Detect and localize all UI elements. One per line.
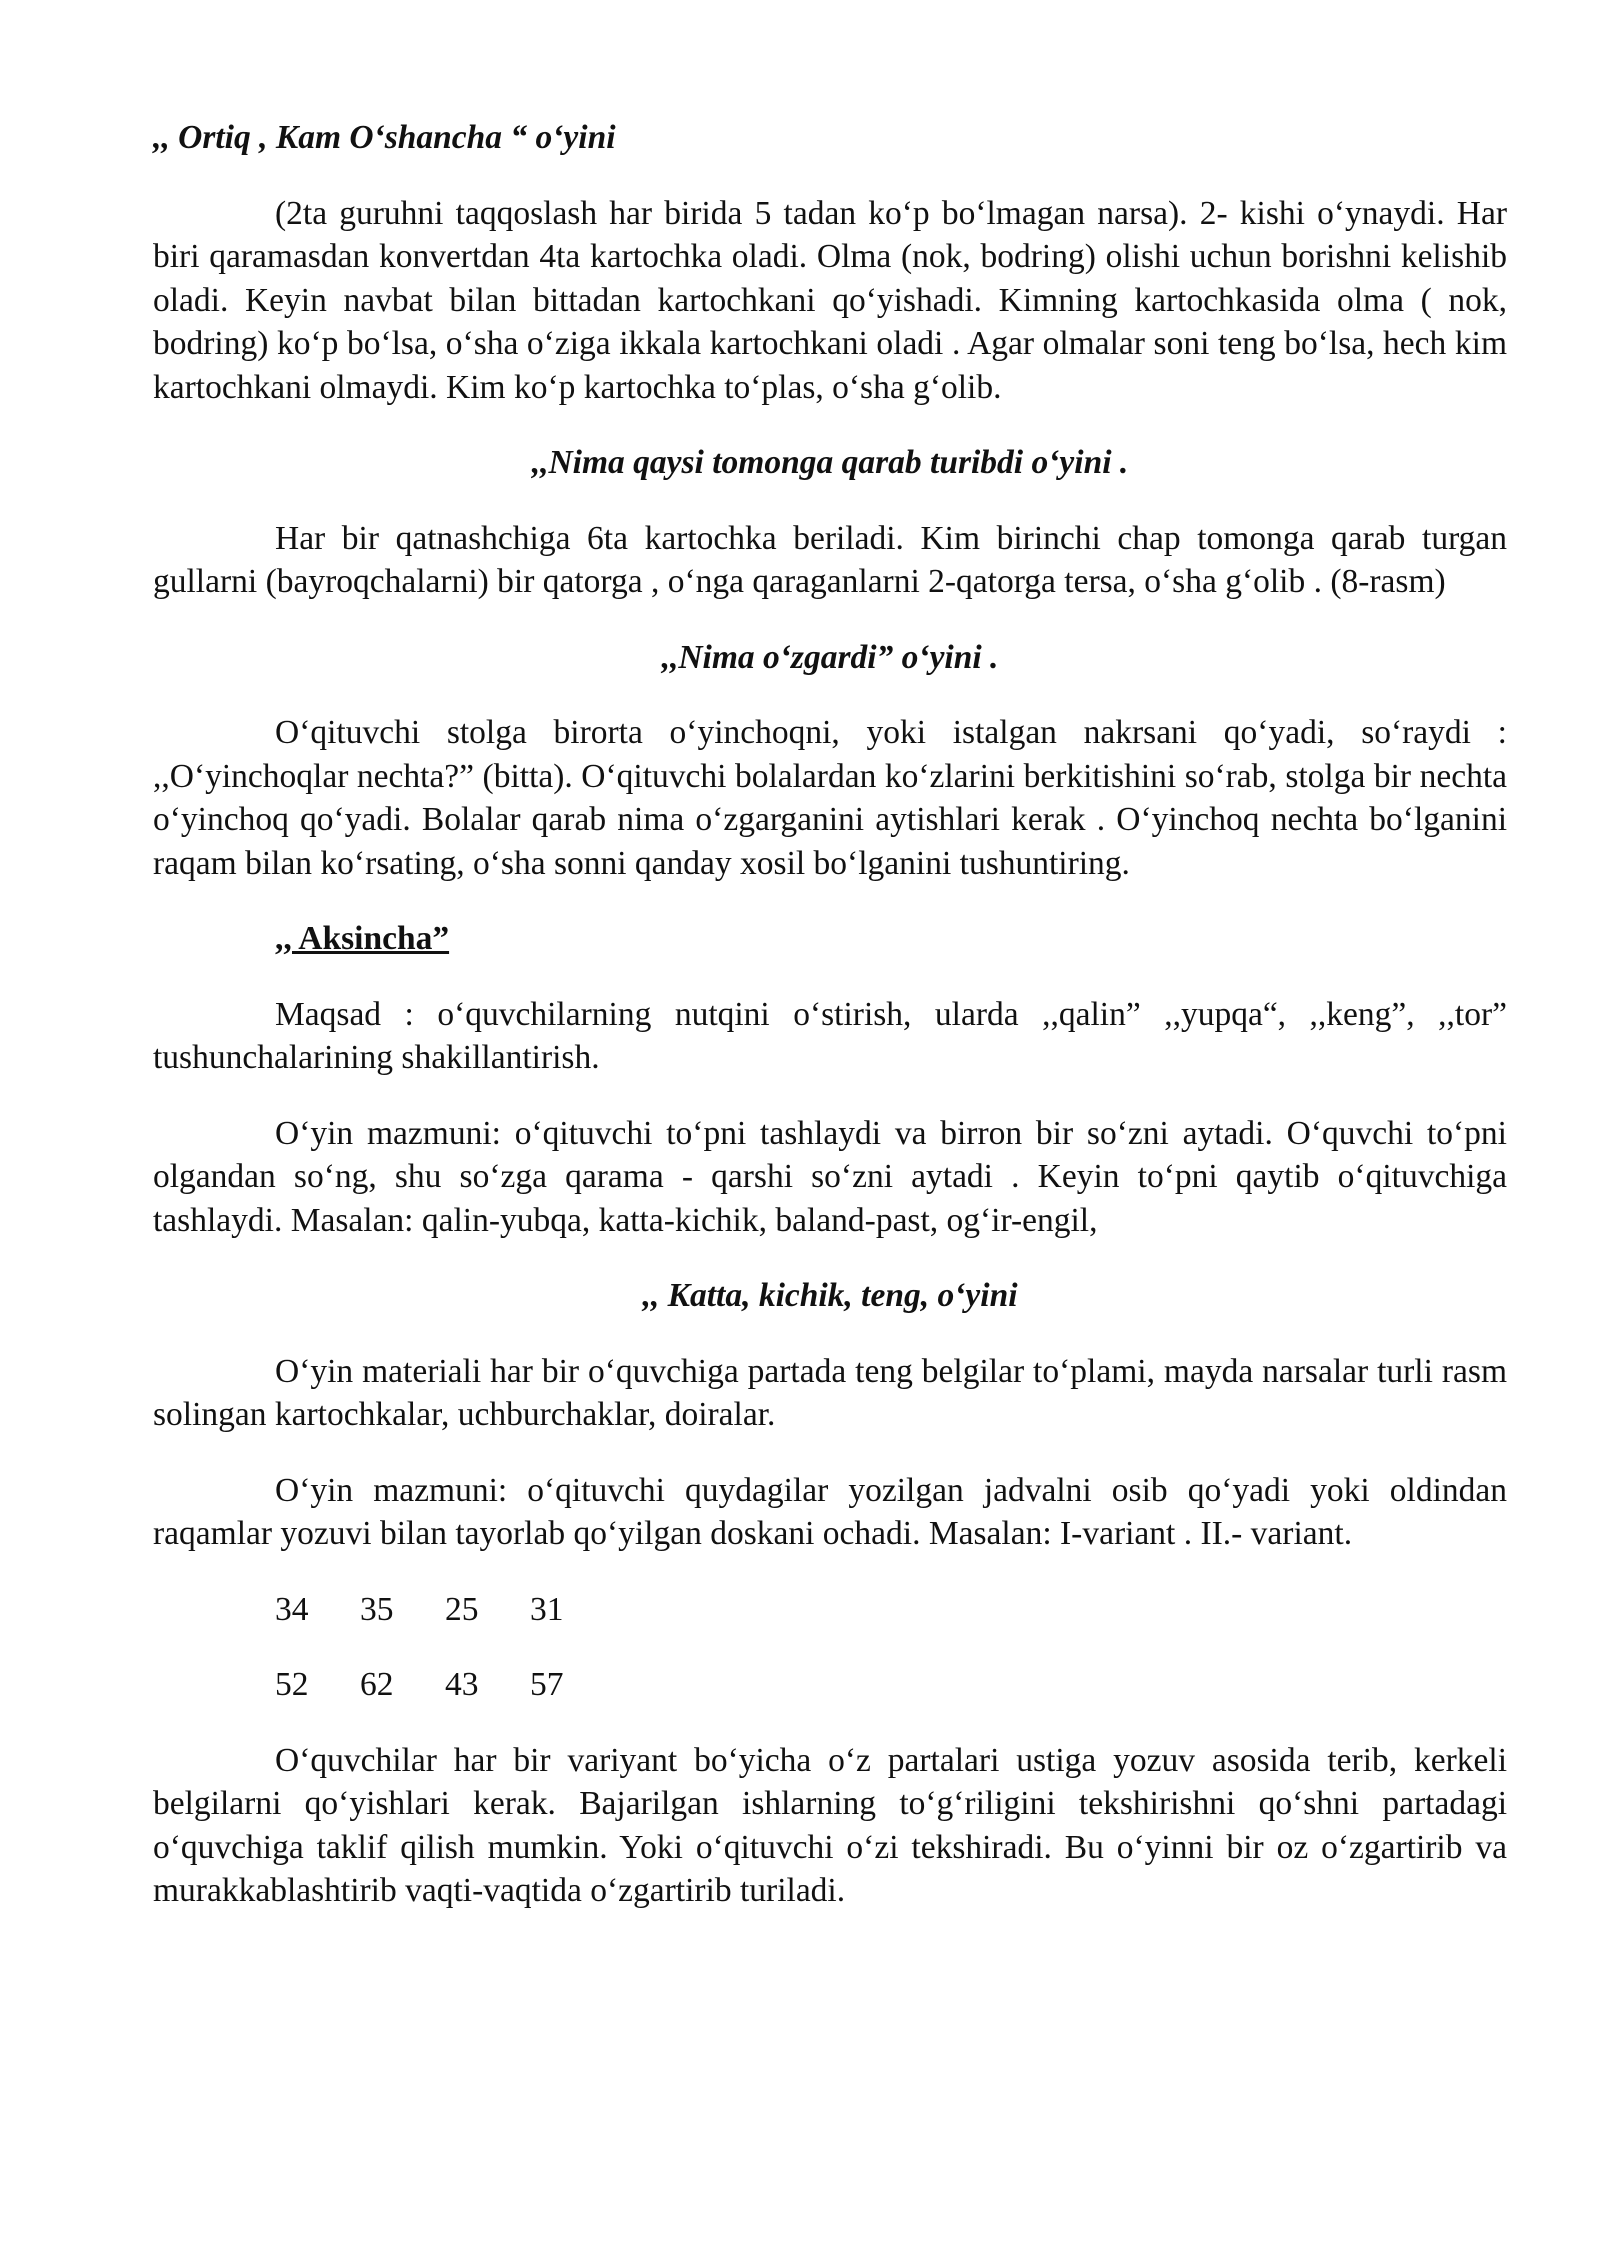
number-cell: 25: [445, 1590, 479, 1628]
number-row-variant-2: [153, 1663, 1507, 1707]
paragraph-nima-qaysi: Har bir qatnashchiga 6ta kartochka beriladi. Kim birinchi chap tomonga qarab turgan gullarni (bayroqchalarni) bir qatorga , o‘nga qaraganlarni 2-qatorga tersa, o‘sha g‘olib . (8-rasm): [153, 519, 1507, 600]
paragraph-aksincha-content: O‘yin mazmuni: o‘qituvchi to‘pni tashlaydi va birron bir so‘zni aytadi. O‘quvchi to‘pni olgandan so‘ng, shu so‘zga qarama - qarshi so‘zni aytadi . Keyin to‘pni qaytib o‘qituvchiga tashlaydi. Masalan: qalin-yubqa, katta-kichik, baland-past, og‘ir-engil,: [153, 1114, 1507, 1239]
paragraph-katta-kichik-material: O‘yin materiali har bir o‘quvchiga partada teng belgilar to‘plami, mayda narsalar turli rasm solingan kartochkalar, uchburchaklar, doiralar.: [153, 1352, 1507, 1433]
paragraph-katta-kichik-closing: O‘quvchilar har bir variyant bo‘yicha o‘z partalari ustiga yozuv asosida terib, kerkeli belgilarni qo‘yishlari kerak. Bajarilgan ishlarning to‘g‘riligini tekshirishni qo‘shni partadagi o‘quvchiga taklif qilish mumkin. Yoki o‘qituvchi o‘zi tekshiradi. Bu o‘yinni bir oz o‘zgartirib va murakkablashtirib vaqti-vaqtida o‘zgartirib turiladi.: [153, 1741, 1507, 1909]
number-cell: 62: [360, 1666, 394, 1703]
number-row-variant-1: [153, 1588, 1507, 1632]
number-cell: 31: [530, 1590, 564, 1628]
section-title-katta-kichik: ,, Katta, kichik, teng, o‘yini: [642, 1277, 1018, 1314]
paragraph-aksincha-goal: Maqsad : o‘quvchilarning nutqini o‘stirish, ularda ,,qalin” ,,yupqa“, ,,keng”, ,,tor” tushunchalarining shakillantirish.: [153, 995, 1507, 1076]
number-cell: 52: [275, 1666, 309, 1703]
section-title-nima-ozgardi: ,,Nima o‘zgardi” o‘yini .: [661, 638, 999, 676]
section-title-nima-qaysi: ,,Nima qaysi tomonga qarab turibdi o‘yini .: [531, 444, 1129, 481]
section-title-aksincha: ,, Aksincha”: [275, 920, 450, 957]
paragraph-nima-ozgardi: O‘qituvchi stolga birorta o‘yinchoqni, yoki istalgan nakrsani qo‘yadi, so‘raydi : ,,O‘yinchoqlar nechta?” (bitta). O‘qituvchi bolalardan ko‘zlarini berkitishini so‘rab, stolga bir nechta o‘yinchoq qo‘yadi. Bolalar qarab nima o‘zgarganini aytishlari kerak . O‘yinchoq nechta bo‘lganini raqam bilan ko‘rsating, o‘sha sonni qanday xosil bo‘lganini tushuntiring.: [153, 714, 1507, 882]
section-title-ortiq-kam: ,, Ortiq , Kam O‘shancha “ o‘yini: [153, 119, 616, 156]
number-cell: 35: [360, 1590, 394, 1628]
paragraph-katta-kichik-content: O‘yin mazmuni: o‘qituvchi quydagilar yozilgan jadvalni osib qo‘yadi yoki oldindan raqamlar yozuvi bilan tayorlab qo‘yilgan doskani ochadi. Masalan: I-variant . II.- variant.: [153, 1471, 1507, 1552]
paragraph-ortiq-kam: (2ta guruhni taqqoslash har birida 5 tadan ko‘p bo‘lmagan narsa). 2- kishi o‘ynaydi. Har biri qaramasdan konvertdan 4ta kartochka oladi. Olma (nok, bodring) olishi uchun borishni kelishib oladi. Keyin navbat bilan bittadan kartochkani qo‘yishadi. Kimning kartochkasida olma ( nok, bodring) ko‘p bo‘lsa, o‘sha o‘ziga ikkala kartochkani oladi . Agar olmalar soni teng bo‘lsa, hech kim kartochkani olmaydi. Kim ko‘p kartochka to‘plas, o‘sha g‘olib.: [153, 194, 1507, 406]
number-cell: 34: [275, 1590, 309, 1628]
number-cell: 43: [445, 1666, 479, 1703]
number-cell: 57: [530, 1666, 564, 1703]
